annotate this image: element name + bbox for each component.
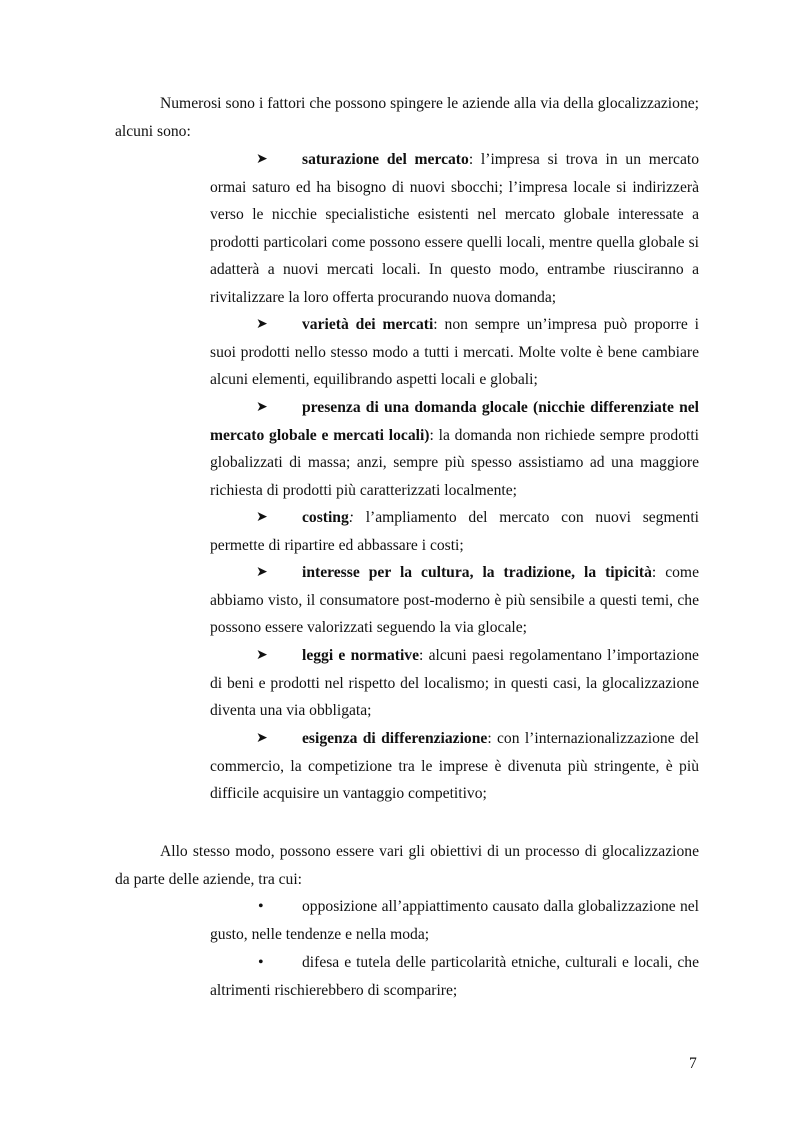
arrow-bullet-icon: ➤	[256, 648, 268, 663]
arrow-bullet-icon: ➤	[256, 731, 268, 746]
factor-item-costing: ➤ costing: l’ampliamento del mercato con nuovi segmenti permette di ripartire ed abbassare i costi;	[210, 504, 699, 559]
arrow-bullet-icon: ➤	[256, 152, 268, 167]
factor-item-varieta: ➤ varietà dei mercati: non sempre un’impresa può proporre i suoi prodotti nello stesso modo a tutti i mercati. Molte volte è bene cambiare alcuni elementi, equilibrando aspetti locali e globali;	[210, 311, 699, 394]
factor-term: leggi e normative	[302, 647, 420, 664]
factor-item-saturazione: ➤ saturazione del mercato: l’impresa si trova in un mercato ormai saturo ed ha bisogno di nuovi sbocchi; l’impresa locale si indirizzerà verso le nicchie specialistiche esistenti nel mercato globale interessate a prodotti particolari come possono essere quelli locali, mentre quella globale si adatterà a nuovi mercati locali. In questo modo, entrambe riusciranno a rivitalizzare la loro offerta procurando nuova domanda;	[210, 146, 699, 311]
factor-term: presenza di una domanda glocale (nicchie differenziate nel mercato globale e mercati locali)	[210, 399, 699, 444]
factor-item-leggi: ➤ leggi e normative: alcuni paesi regolamentano l’importazione di beni e prodotti nel rispetto del localismo; in questi casi, la glocalizzazione diventa una via obbligata;	[210, 642, 699, 725]
factor-item-differenziazione: ➤ esigenza di differenziazione: con l’internazionalizzazione del commercio, la competizione tra le imprese è divenuta più stringente, è più difficile acquisire un vantaggio competitivo;	[210, 725, 699, 808]
objective-item: • opposizione all’appiattimento causato dalla globalizzazione nel gusto, nelle tendenze e nella moda;	[210, 893, 699, 948]
factor-text: con l’internazionalizzazione del commercio, la competizione tra le imprese è divenuta più stringente, è più difficile acquisire un vantaggio competitivo;	[210, 730, 699, 802]
intro-paragraph: Numerosi sono i fattori che possono spingere le aziende alla via della glocalizzazione; alcuni sono:	[115, 95, 699, 140]
factor-text: l’ampliamento del mercato con nuovi segmenti permette di ripartire ed abbassare i costi;	[210, 509, 699, 554]
arrow-bullet-icon: ➤	[256, 400, 268, 415]
arrow-bullet-icon: ➤	[256, 565, 268, 580]
factor-term: esigenza di differenziazione	[302, 730, 488, 747]
objective-item: • difesa e tutela delle particolarità etniche, culturali e locali, che altrimenti rischierebbero di scomparire;	[210, 949, 699, 1004]
factor-text: l’impresa si trova in un mercato ormai saturo ed ha bisogno di nuovi sbocchi; l’impresa locale si indirizzerà verso le nicchie specialistiche esistenti nel mercato globale interessate a prodotti particolari come possono essere quelli locali, mentre quella globale si adatterà a nuovi mercati locali. In questo modo, entrambe riusciranno a rivitalizzare la loro offerta procurando nuova domanda;	[210, 151, 699, 306]
factor-term: costing	[302, 509, 349, 526]
factor-text: non sempre un’impresa può proporre i suoi prodotti nello stesso modo a tutti i mercati. Molte volte è bene cambiare alcuni elementi, equilibrando aspetti locali e globali;	[210, 316, 699, 388]
arrow-bullet-icon: ➤	[256, 510, 268, 525]
factor-item-cultura: ➤ interesse per la cultura, la tradizione, la tipicità: come abbiamo visto, il consumatore post-moderno è più sensibile a questi temi, che possono essere valorizzati seguendo la via glocale;	[210, 559, 699, 642]
factor-text: come abbiamo visto, il consumatore post-moderno è più sensibile a questi temi, che possono essere valorizzati seguendo la via glocale;	[210, 564, 699, 636]
factor-term: saturazione del mercato	[302, 151, 469, 168]
factor-text: alcuni paesi regolamentano l’importazione di beni e prodotti nel rispetto del localismo; in questi casi, la glocalizzazione diventa una via obbligata;	[210, 647, 699, 719]
objectives-intro-paragraph: Allo stesso modo, possono essere vari gli obiettivi di un processo di glocalizzazione da parte delle aziende, tra cui:	[115, 843, 699, 888]
arrow-bullet-icon: ➤	[256, 317, 268, 332]
factor-term: varietà dei mercati	[302, 316, 434, 333]
factor-text: la domanda non richiede sempre prodotti globalizzati di massa; anzi, sempre più spesso assistiamo ad una maggiore richiesta di prodotti più caratterizzati localmente;	[210, 426, 699, 499]
factor-term: interesse per la cultura, la tradizione, la tipicità	[302, 564, 652, 581]
page-number: 7	[689, 1055, 697, 1072]
bullet-icon: •	[258, 954, 264, 971]
factor-item-domanda-glocale: ➤ presenza di una domanda glocale (nicchie differenziate nel mercato globale e mercati locali): la domanda non richiede sempre prodotti globalizzati di massa; anzi, sempre più spesso assistiamo ad una maggiore richiesta di prodotti più caratterizzati localmente;	[210, 394, 699, 504]
bullet-icon: •	[258, 898, 264, 915]
